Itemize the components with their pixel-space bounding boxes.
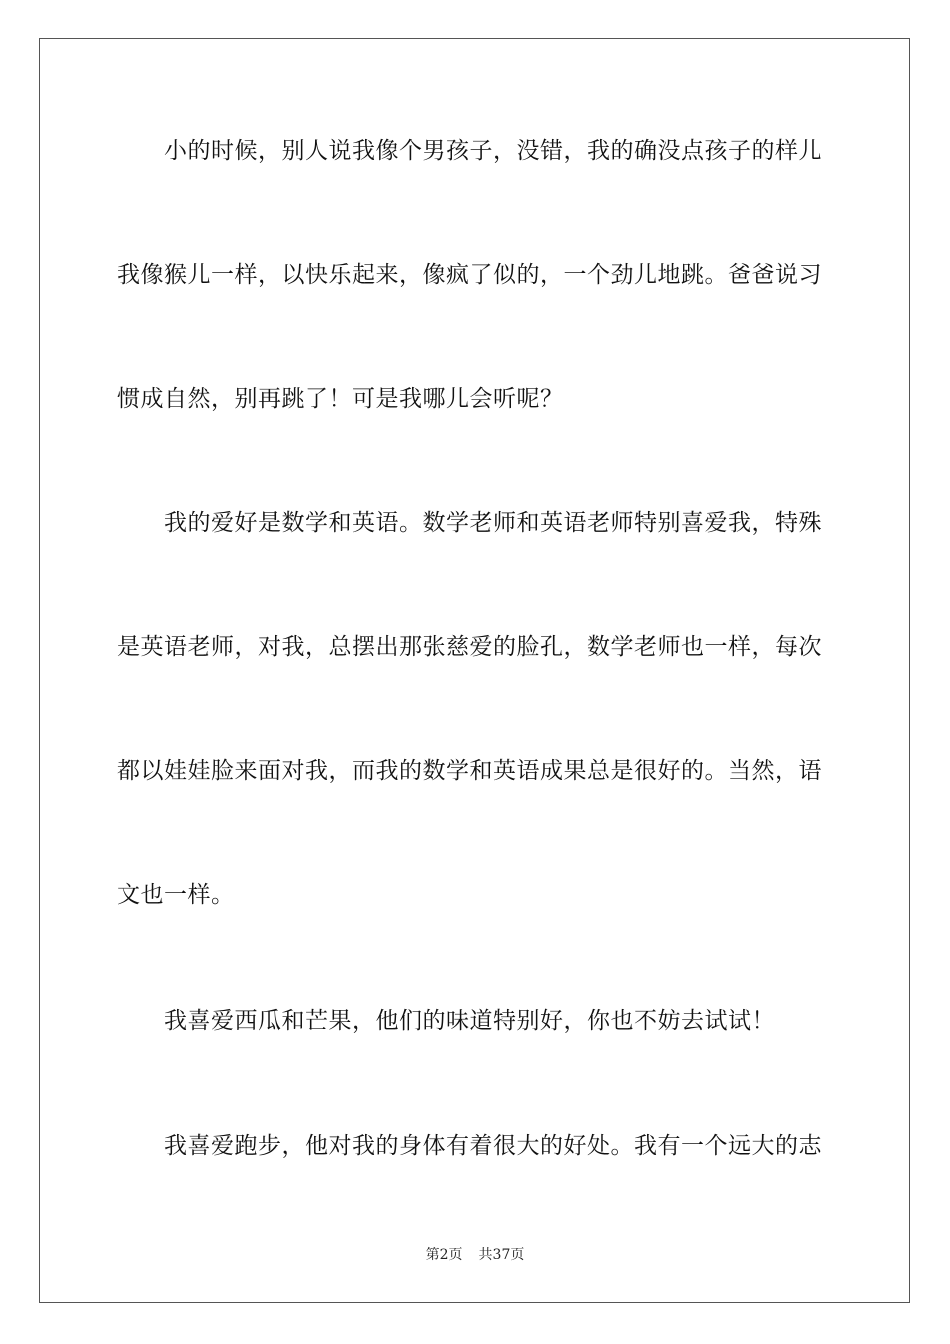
paragraph-line-7: 文也一样。 bbox=[117, 882, 235, 908]
paragraph-line-2: 我像猴儿一样，以快乐起来，像疯了似的，一个劲儿地跳。爸爸说习 bbox=[117, 262, 822, 288]
total-pages: 共37页 bbox=[478, 1247, 525, 1263]
paragraph-line-1: 小的时候，别人说我像个男孩子，没错，我的确没点孩子的样儿 bbox=[164, 138, 822, 164]
page-number: 第2页 bbox=[425, 1247, 463, 1263]
paragraph-line-4: 我的爱好是数学和英语。数学老师和英语老师特别喜爱我，特殊 bbox=[164, 510, 822, 536]
page-footer bbox=[0, 1246, 950, 1264]
page-border bbox=[39, 38, 910, 1303]
paragraph-line-8: 我喜爱西瓜和芒果，他们的味道特别好，你也不妨去试试！ bbox=[164, 1008, 775, 1034]
paragraph-line-9: 我喜爱跑步，他对我的身体有着很大的好处。我有一个远大的志 bbox=[164, 1133, 822, 1159]
paragraph-line-3: 惯成自然，别再跳了！可是我哪儿会听呢？ bbox=[117, 386, 564, 412]
paragraph-line-5: 是英语老师，对我，总摆出那张慈爱的脸孔，数学老师也一样，每次 bbox=[117, 634, 822, 660]
paragraph-line-6: 都以娃娃脸来面对我，而我的数学和英语成果总是很好的。当然，语 bbox=[117, 758, 822, 784]
